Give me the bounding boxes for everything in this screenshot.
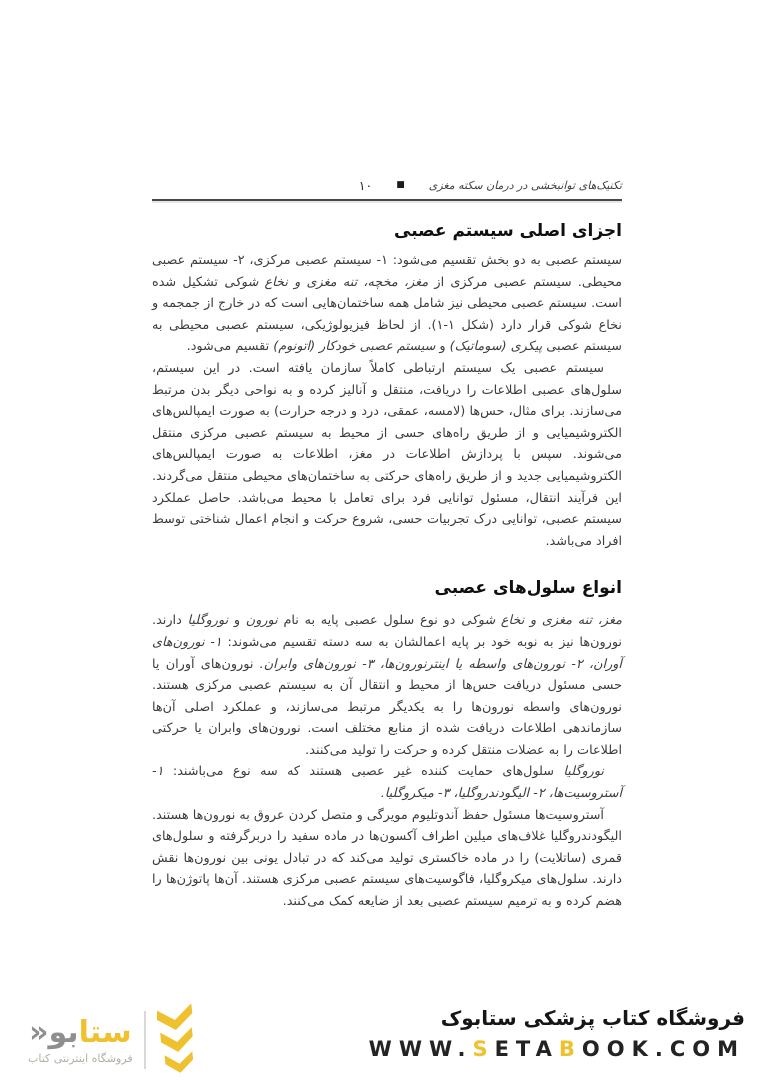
text-segment: B [558, 1037, 582, 1061]
setabook-logo [28, 1004, 195, 1076]
scanned-book-page [152, 176, 622, 913]
text-segment: نورون‌های آوران یا حسی مسئول دریافت حس‌ها از محیط و انتقال آن به سیستم عصبی مرکزی هستند. نورون‌های واسطه نورون‌ها را به یکدیگر مرتبط می‌سازند، و عملکرد اصلی آن‌ها سازماندهی اطلاعات دریافت شده از منابع مختلف است. نورون‌های وابران یا حرکتی اطلاعات را به عضلات منتقل کرده و حرکت را تولید می‌کنند. [152, 656, 622, 758]
text-segment: سلول‌های حمایت کننده غیر عصبی هستند که سه نوع می‌باشند: [163, 764, 564, 780]
text-segment: آستروسیت‌ها مسئول حفظ آندوتلیوم مویرگی و متصل کردن عروق به نورون‌ها هستند. الیگودندروگلیا غلاف‌های میلین اطراف آکسون‌ها در ماده سفید را دربرگرفته و سلول‌های قمری (ساتلایت) را در ماده خاکستری تولید می‌کند که در تبادل یونی بین نورون‌ها نقش دارند. سلول‌های میکروگلیا، فاگوسیت‌های سیستم عصبی مرکزی هستند. آن‌ها پاتوژن‌ها را هضم کرده و به ترمیم سیستم عصبی بعد از ضایعه کمک می‌کنند. [152, 807, 622, 910]
text-segment: مغز، تنه مغزی و نخاع شوکی [461, 613, 622, 629]
text-segment: تشکیل شده است. سیستم عصبی محیطی نیز شامل همه ساختمان‌هایی است که در خارج از جمجمه و نخاع شوکی قرار دارد (شکل ۱-۱). از لحاظ فیزیولوژیکی، سیستم عصبی محیطی به سیستم عصبی [152, 274, 622, 355]
text-segment: و [435, 339, 450, 355]
text-segment: نوروگلیا [563, 764, 604, 780]
text-segment: سیستم عصبی به دو بخش تقسیم می‌شود: ۱- سیستم عصبی مرکزی، ۲- سیستم عصبی محیطی. سیستم عصبی مرکزی از [152, 253, 622, 290]
text-segment: نوروگلیا [187, 613, 229, 629]
text-segment: ستا [78, 1014, 132, 1050]
text-segment: سیستم عصبی یک سیستم ارتباطی کاملاً سازمان یافته است. در این سیستم، سلول‌های عصبی اطلاعات را دریافت، منتقل و آنالیز کرده و به نواحی دیگر بدن مرتبط می‌سازند. برای مثال، حس‌ها (لامسه، عمقی، درد و درجه حرارت) به صورت ایمپالس‌های الکتروشیمیایی و از طریق راه‌های حسی از محیط به سیستم عصبی مرکزی منتقل می‌شوند. سپس با پردازش اطلاعات در مغز، اطلاعات به صورت ایمپالس‌های الکتروشیمیایی جدید و از طریق راه‌های حرکتی به ساختمان‌های محیطی منتقل می‌گردند. این فرآیند انتقال، مسئول توانایی فرد برای تعامل با محیط می‌باشد. حاصل عملکرد سیستم عصبی، توانایی درک تجربیات حسی، شروع حرکت و انجام اعمال شناختی توسط افراد می‌باشد. [152, 360, 622, 549]
text-segment: بو [48, 1014, 79, 1050]
logo-divider [144, 1011, 146, 1069]
text-segment: OOK.COM [581, 1037, 745, 1061]
text-segment: پیکری (سوماتیک) [449, 339, 543, 355]
header-rule [152, 199, 622, 201]
text-segment: « [29, 1014, 49, 1050]
text-segment: مغز، مخچه، تنه مغزی و نخاع شوکی [224, 274, 429, 290]
text-segment: ETA [494, 1037, 559, 1061]
footer-store-block [369, 1002, 745, 1061]
paragraph [152, 250, 622, 358]
paragraph [152, 358, 622, 552]
page-footer [0, 1002, 764, 1080]
logo-chevron-icon [157, 1004, 195, 1076]
text-segment: دارند. نورون‌ها نیز به نوبه خود بر پایه اعمالشان به سه دسته تقسیم می‌شوند: [152, 613, 622, 650]
text-segment: تقسیم می‌شود. [186, 339, 274, 355]
text-segment: ۱- آستروسیت‌ها، ۲- الیگودندروگلیا، ۳- میکروگلیا. [152, 764, 622, 802]
store-title: فروشگاه کتاب پزشکی ستابوک [440, 1006, 745, 1030]
text-segment: و [228, 613, 246, 629]
text-segment: S [472, 1037, 495, 1061]
logo-caption: فروشگاه اینترنتی کتاب [28, 1051, 133, 1065]
section-heading-cell-types: انواع سلول‌های عصبی [434, 578, 622, 599]
running-head [152, 176, 622, 194]
running-head-book-title: تکنیک‌های توانبخشی در درمان سکته مغزی [428, 178, 622, 192]
paragraph [152, 610, 622, 761]
logo-wordmark [29, 1016, 131, 1049]
square-bullet-icon: ■ [396, 179, 405, 190]
paragraph [152, 805, 622, 913]
text-segment: WWW. [368, 1037, 473, 1061]
text-segment: نورون [245, 613, 278, 629]
section-heading-main-components: اجزای اصلی سیستم عصبی [394, 221, 622, 241]
paragraph [152, 761, 622, 804]
website-url [369, 1037, 745, 1061]
logo-text-block [28, 1016, 133, 1065]
text-segment: دو نوع سلول عصبی پایه به نام [277, 613, 462, 629]
text-segment: ۱- نورون‌های آوران، ۲- نورون‌های واسطه یا اینترنورون‌ها، ۳- نورون‌های وابران. [152, 634, 622, 672]
page-number: ۱۰ [358, 177, 373, 193]
text-segment: سیستم عصبی خودکار (اتونوم) [273, 339, 436, 355]
